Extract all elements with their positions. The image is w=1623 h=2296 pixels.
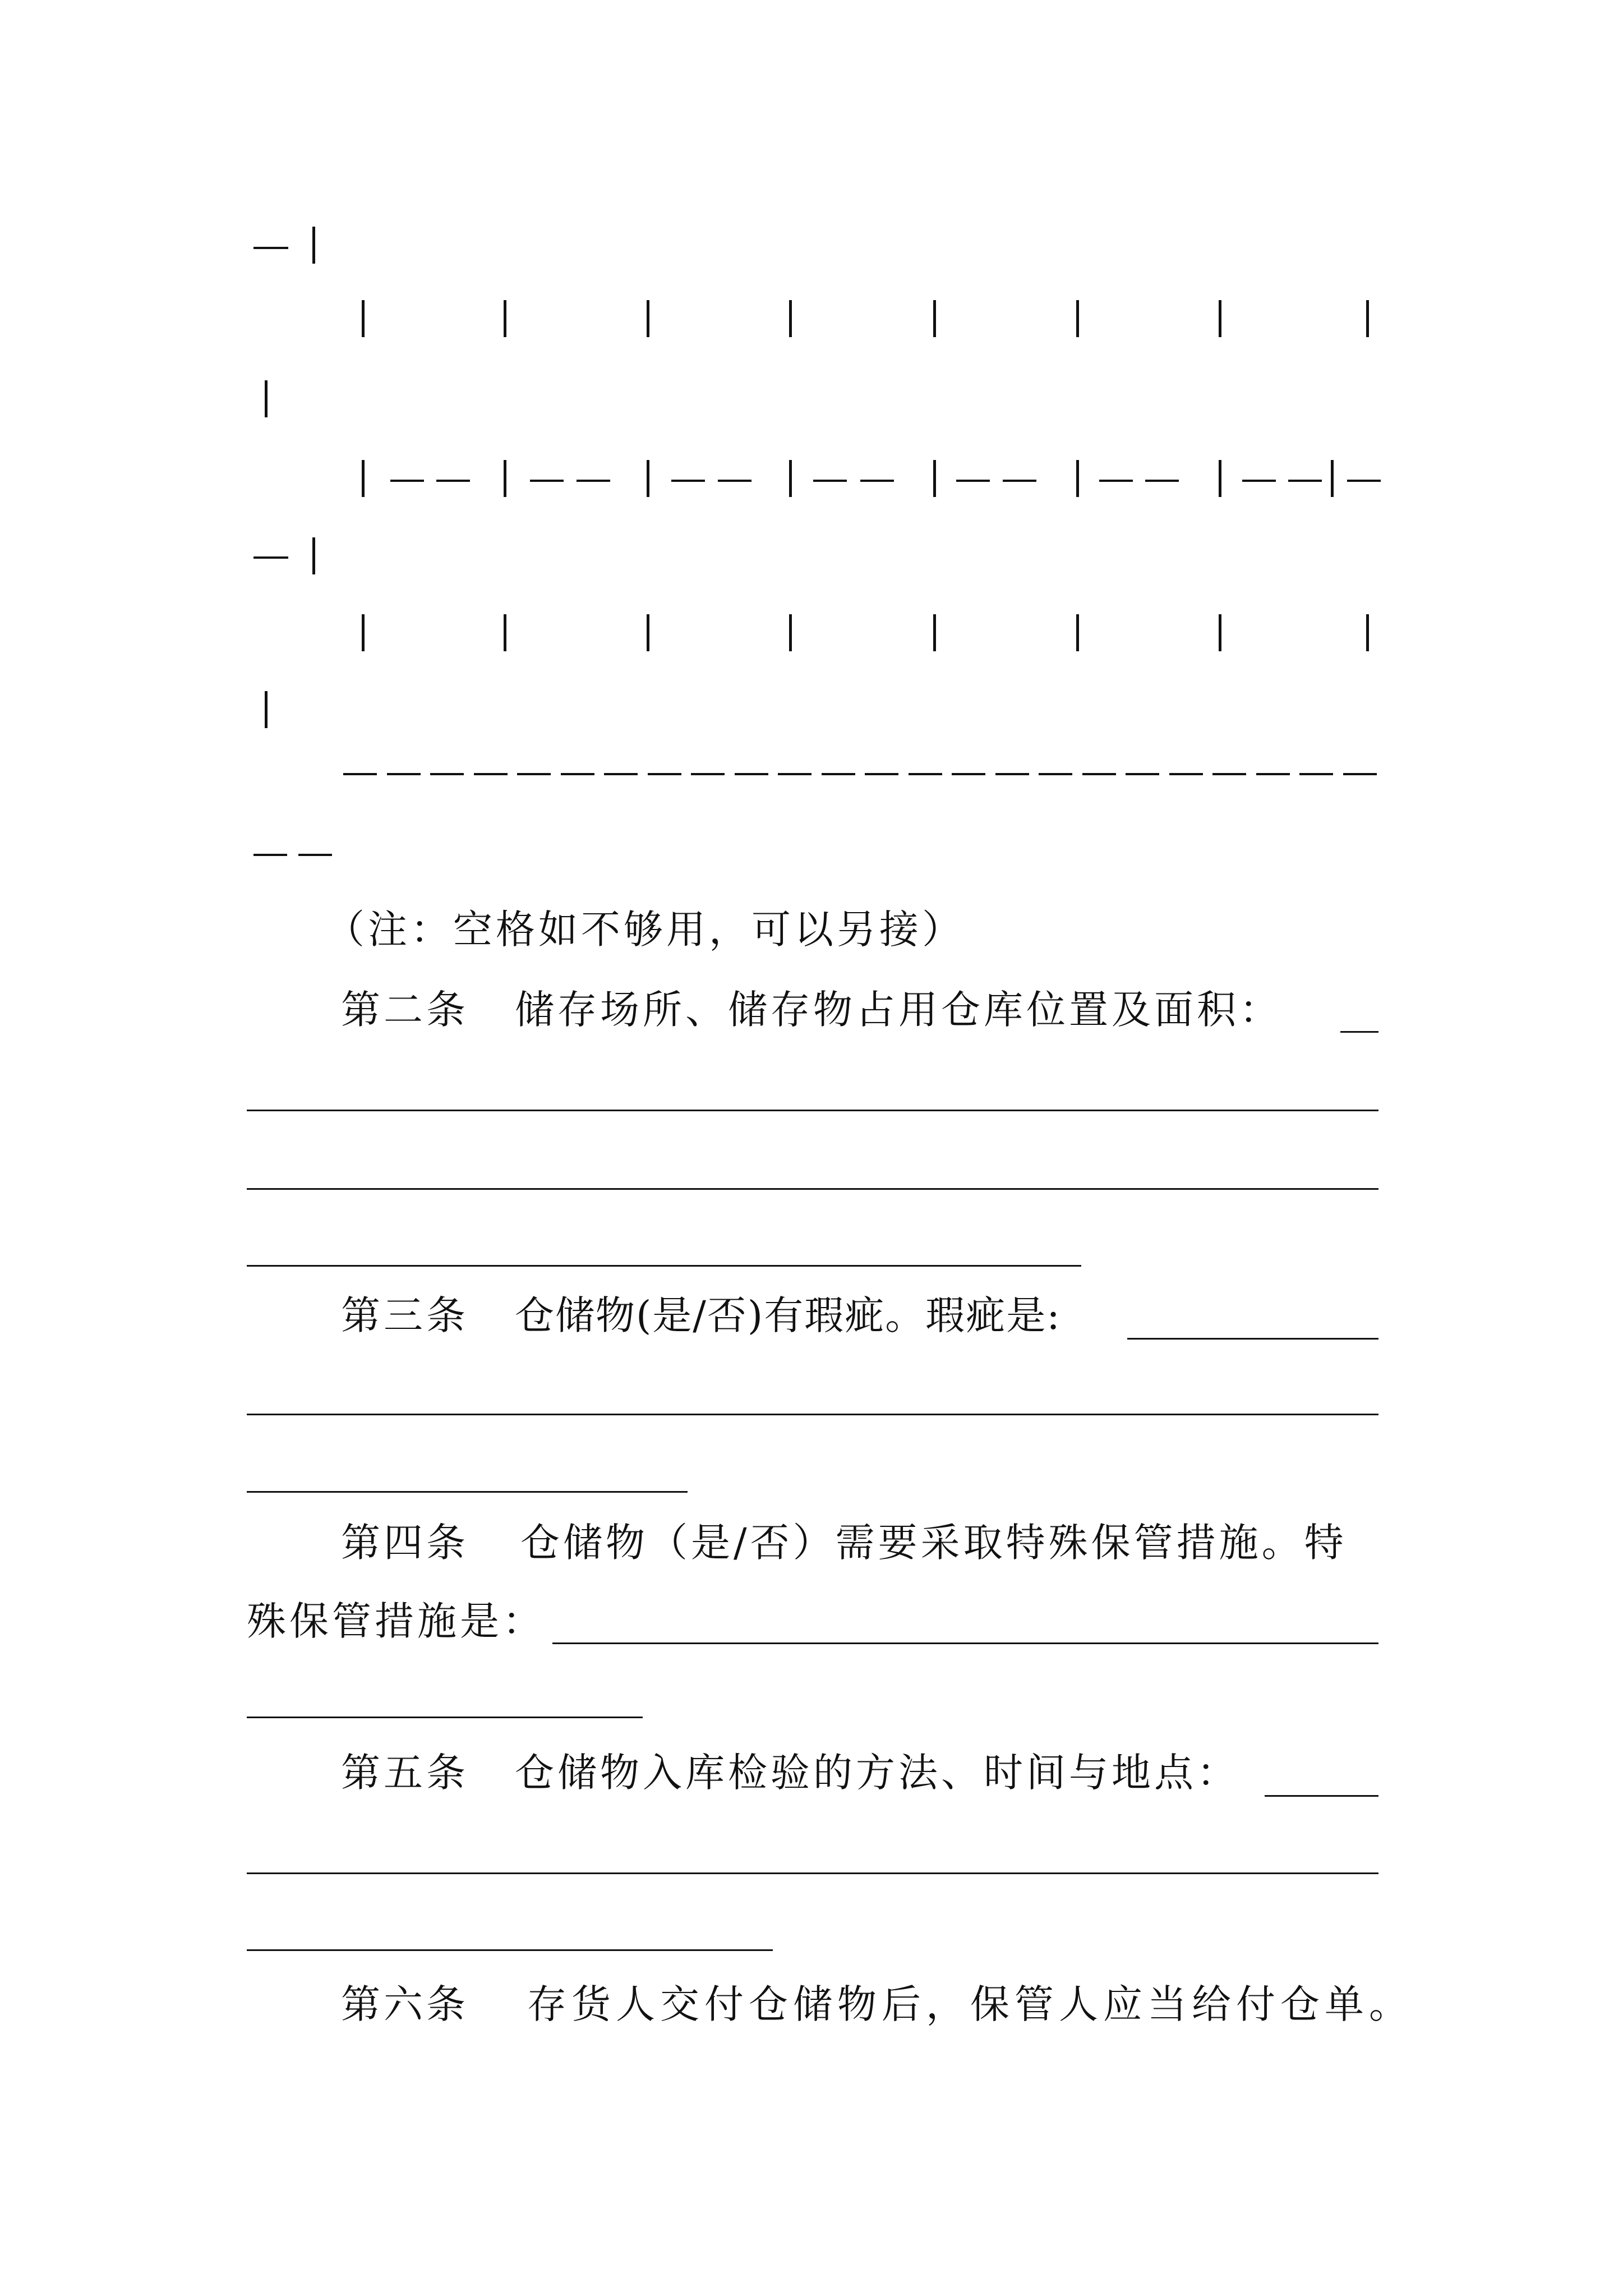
table-dash bbox=[387, 773, 421, 775]
article-5-label: 第五条 bbox=[341, 1750, 469, 1796]
table-dash bbox=[1126, 773, 1159, 775]
table-border bbox=[504, 614, 506, 651]
table-border bbox=[362, 614, 365, 651]
fill-blank[interactable] bbox=[1127, 1338, 1378, 1340]
table-border bbox=[647, 460, 649, 497]
table-border bbox=[789, 614, 792, 651]
table-dash bbox=[343, 773, 377, 775]
table-dash bbox=[517, 773, 551, 775]
fill-blank[interactable] bbox=[247, 1717, 643, 1718]
table-dash bbox=[1343, 773, 1377, 775]
table-border bbox=[265, 380, 268, 417]
table-dash bbox=[1169, 773, 1203, 775]
table-border bbox=[504, 460, 506, 497]
table-dash bbox=[253, 247, 288, 249]
table-dash bbox=[561, 773, 594, 775]
table-dash bbox=[718, 480, 751, 482]
table-dash bbox=[1082, 773, 1116, 775]
table-dash bbox=[1003, 480, 1036, 482]
table-border bbox=[933, 614, 936, 651]
table-dash bbox=[1347, 480, 1381, 482]
article-4-label: 第四条 bbox=[341, 1520, 469, 1566]
table-border bbox=[789, 460, 792, 497]
table-dash bbox=[474, 773, 508, 775]
article-4-text: 仓储物（是/否）需要采取特殊保管措施。特 bbox=[520, 1520, 1347, 1566]
table-border bbox=[504, 300, 506, 337]
table-dash bbox=[430, 773, 464, 775]
article-3-text: 仓储物(是/否)有瑕疵。瑕疵是: bbox=[515, 1292, 1061, 1338]
table-dash bbox=[1256, 773, 1290, 775]
table-border bbox=[1076, 300, 1079, 337]
table-dash bbox=[860, 480, 894, 482]
table-dash bbox=[1212, 773, 1246, 775]
table-dash bbox=[648, 773, 681, 775]
table-dash bbox=[671, 480, 705, 482]
table-dash bbox=[735, 773, 768, 775]
article-2-label: 第二条 bbox=[341, 987, 469, 1033]
table-dash bbox=[813, 480, 847, 482]
table-dash bbox=[778, 773, 811, 775]
fill-blank[interactable] bbox=[247, 1949, 773, 1951]
fill-blank[interactable] bbox=[247, 1188, 1378, 1190]
article-5-text: 仓储物入库检验的方法、时间与地点： bbox=[515, 1750, 1239, 1796]
fill-blank[interactable] bbox=[247, 1872, 1378, 1874]
table-border bbox=[1219, 614, 1221, 651]
table-border bbox=[647, 300, 649, 337]
table-dash bbox=[1039, 773, 1072, 775]
table-border bbox=[933, 300, 936, 337]
table-dash bbox=[1288, 480, 1322, 482]
fill-blank[interactable] bbox=[552, 1642, 1378, 1644]
table-border bbox=[362, 460, 365, 497]
article-4-text-line2: 殊保管措施是： bbox=[247, 1598, 545, 1644]
table-note: （注：空格如不够用，可以另接） bbox=[325, 907, 965, 953]
table-border bbox=[933, 460, 936, 497]
article-2-text: 储存场所、储存物占用仓库位置及面积： bbox=[515, 987, 1282, 1033]
table-border bbox=[312, 537, 315, 574]
table-border bbox=[1219, 460, 1221, 497]
fill-blank[interactable] bbox=[247, 1414, 1378, 1415]
table-border bbox=[1331, 460, 1334, 497]
fill-blank[interactable] bbox=[247, 1491, 688, 1493]
table-dash bbox=[1242, 480, 1276, 482]
table-border bbox=[265, 691, 268, 728]
table-border bbox=[312, 227, 315, 264]
table-dash bbox=[1299, 773, 1333, 775]
fill-blank[interactable] bbox=[247, 1110, 1378, 1111]
article-6-text: 存货人交付仓储物后，保管人应当给付仓单。 bbox=[527, 1981, 1413, 2027]
table-border bbox=[1076, 614, 1079, 651]
table-border bbox=[1366, 614, 1369, 651]
fill-blank[interactable] bbox=[1265, 1795, 1378, 1797]
table-dash bbox=[1099, 480, 1133, 482]
table-border bbox=[362, 300, 365, 337]
table-dash bbox=[530, 480, 564, 482]
article-3-label: 第三条 bbox=[341, 1292, 469, 1338]
table-border bbox=[647, 614, 649, 651]
table-dash bbox=[909, 773, 942, 775]
table-border bbox=[1076, 460, 1079, 497]
table-dash bbox=[995, 773, 1029, 775]
table-border bbox=[1366, 300, 1369, 337]
table-dash bbox=[956, 480, 990, 482]
table-dash bbox=[822, 773, 855, 775]
article-6-label: 第六条 bbox=[341, 1981, 469, 2027]
table-dash bbox=[253, 556, 288, 559]
table-dash bbox=[577, 480, 610, 482]
table-dash bbox=[1145, 480, 1179, 482]
table-dash bbox=[390, 480, 424, 482]
table-border bbox=[789, 300, 792, 337]
table-border bbox=[1219, 300, 1221, 337]
fill-blank[interactable] bbox=[247, 1265, 1081, 1267]
table-dash bbox=[436, 480, 470, 482]
table-dash bbox=[253, 854, 287, 856]
table-dash bbox=[604, 773, 638, 775]
table-dash bbox=[298, 854, 332, 856]
fill-blank[interactable] bbox=[1340, 1031, 1378, 1033]
table-dash bbox=[691, 773, 725, 775]
table-dash bbox=[865, 773, 898, 775]
table-dash bbox=[952, 773, 985, 775]
